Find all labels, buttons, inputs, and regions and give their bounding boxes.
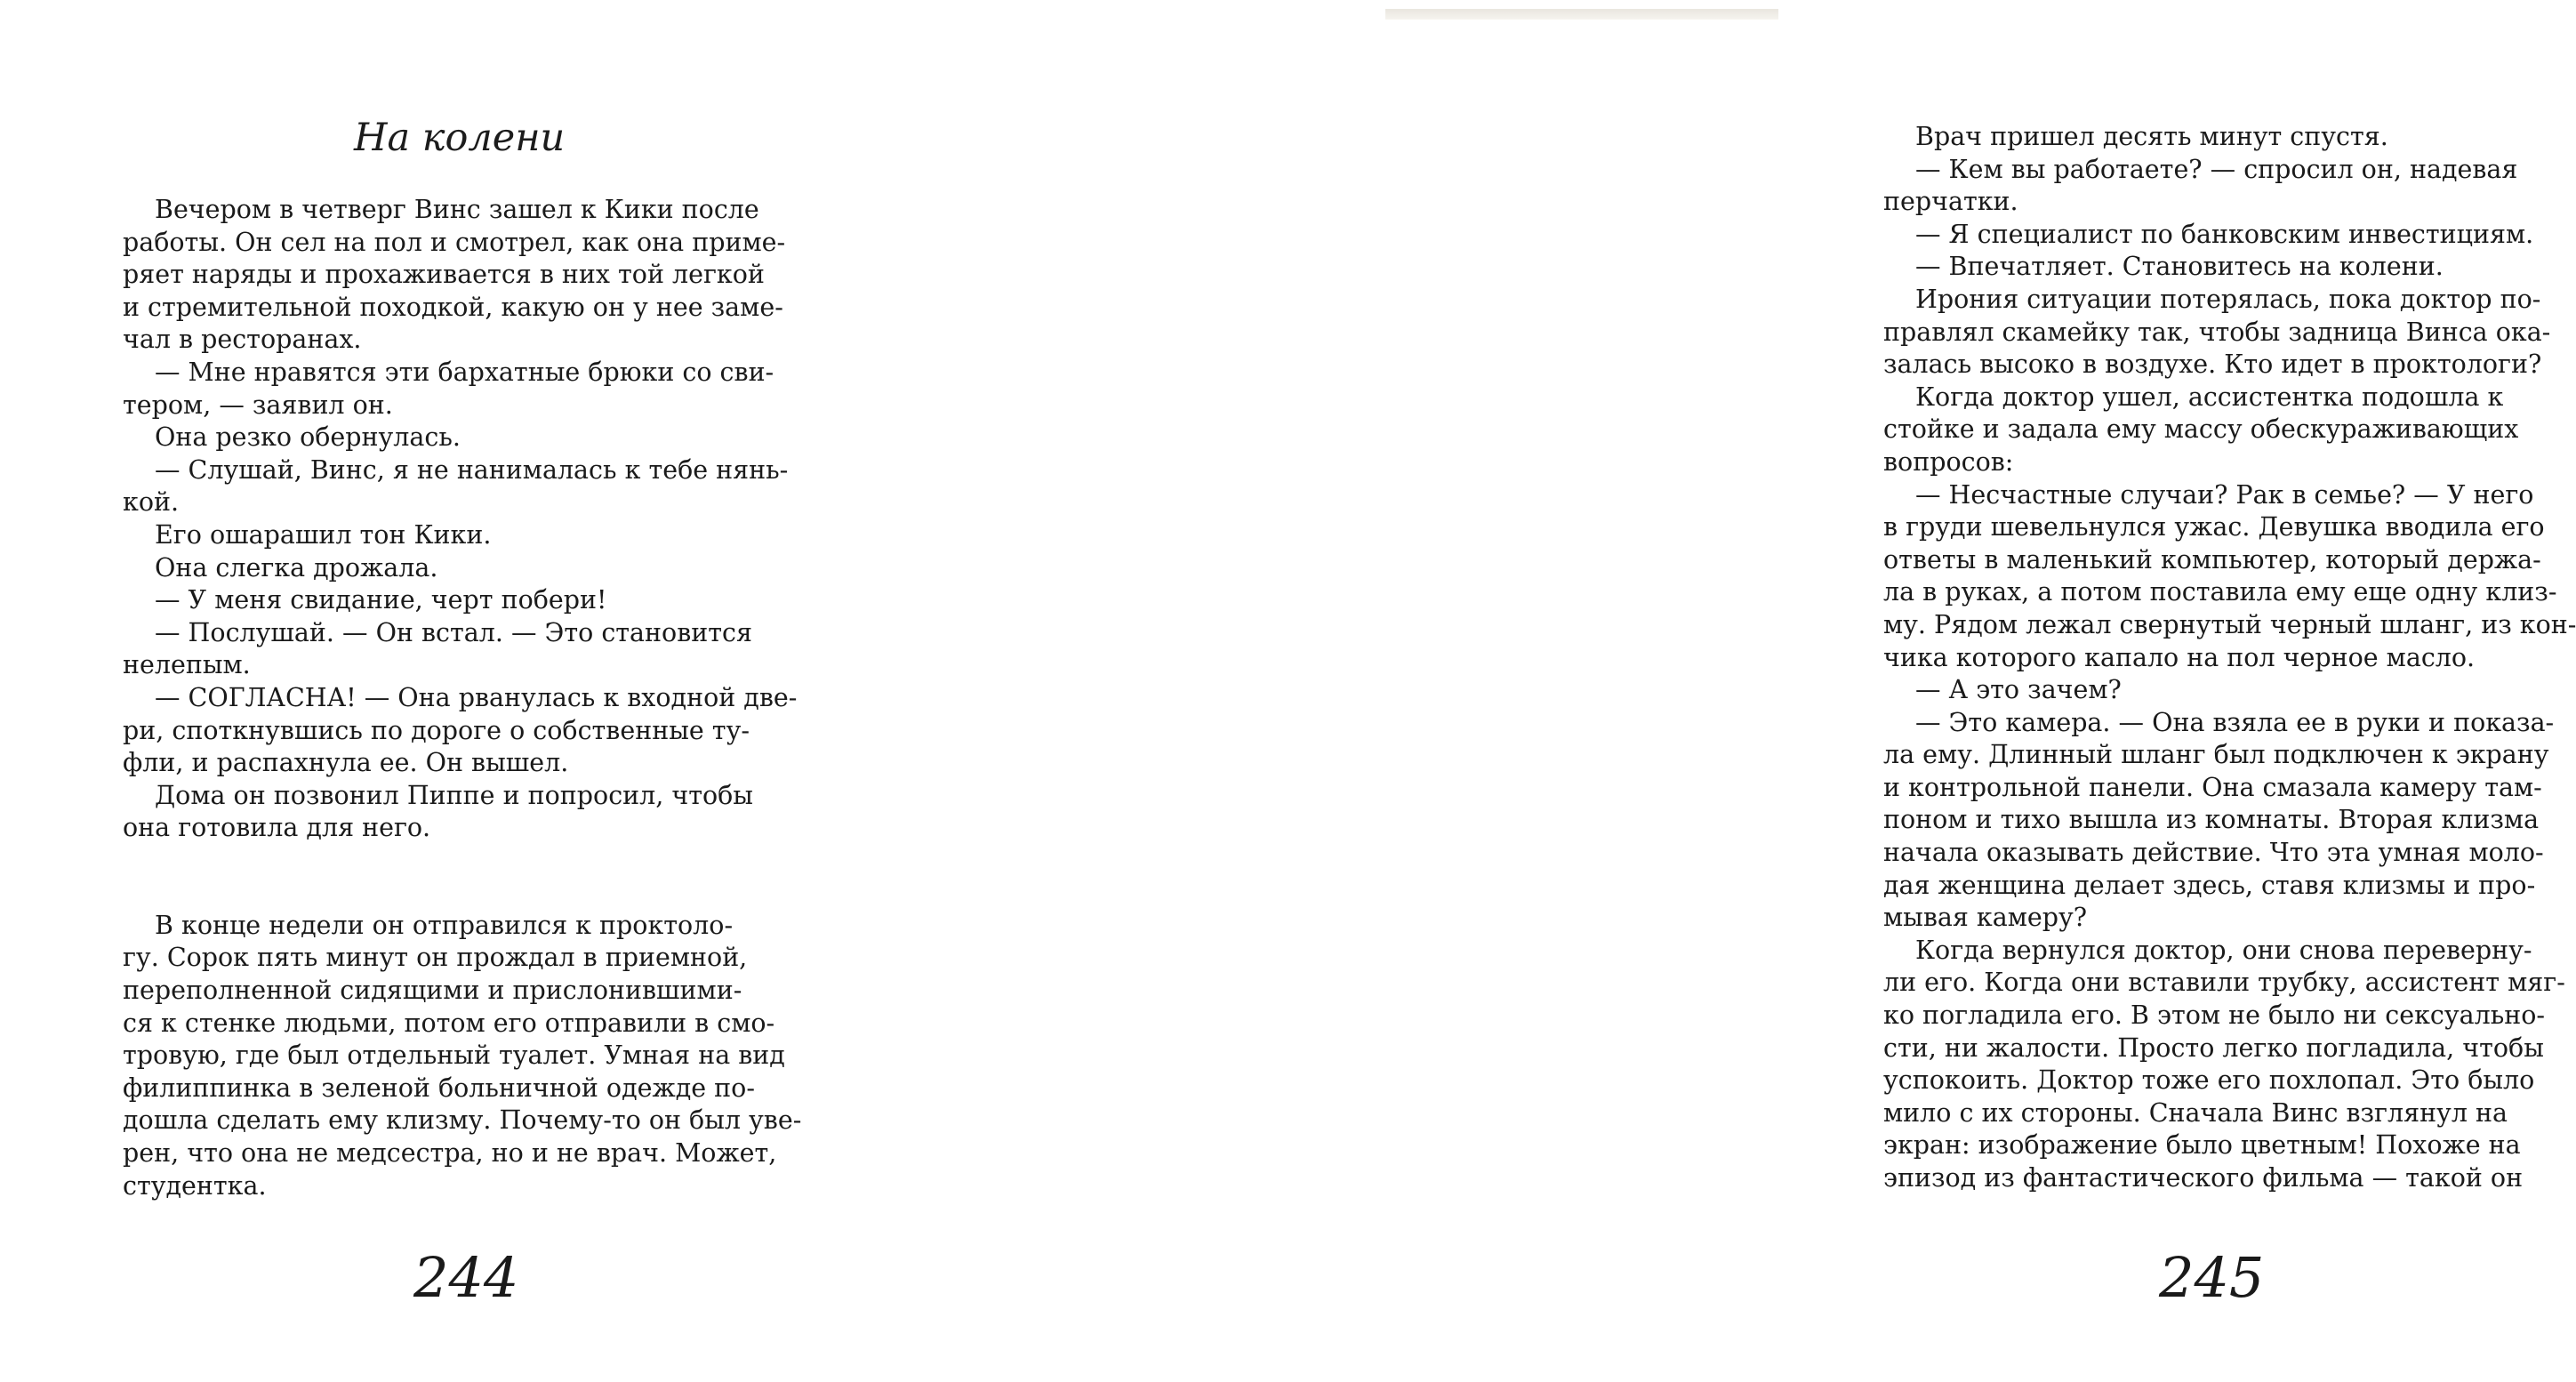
text-line: чал в ресторанах. (123, 325, 362, 355)
text-line: тровую, где был отдельный туалет. Умная на вид (123, 1041, 785, 1071)
text-line: работы. Он сел на пол и смотрел, как она приме- (123, 227, 786, 257)
page-edge-shadow (1385, 9, 1778, 20)
text-line: — А это зачем? (1915, 675, 2122, 705)
text-line: она готовила для него. (123, 813, 431, 843)
text-line: и стремительной походкой, какую он у нее заме- (123, 292, 783, 322)
text-line: — У меня свидание, черт побери! (155, 585, 607, 615)
text-line: — Впечатляет. Становитесь на колени. (1915, 252, 2444, 282)
text-line: фли, и распахнула ее. Он вышел. (123, 748, 569, 778)
text-line: начала оказывать действие. Что эта умная моло- (1883, 838, 2544, 868)
text-line: дая женщина делает здесь, ставя клизмы и про- (1883, 870, 2536, 900)
text-line: и контрольной панели. Она смазала камеру там- (1883, 772, 2542, 802)
text-line: мило с их стороны. Сначала Винс взглянул на (1883, 1097, 2508, 1128)
text-line: — Несчастные случаи? Рак в семье? — У него (1915, 479, 2534, 510)
text-line: Она слегка дрожала. (155, 552, 438, 583)
text-line: ла в руках, а потом поставила ему еще одну клиз- (1883, 577, 2557, 607)
text-line: успокоить. Доктор тоже его похлопал. Это было (1883, 1065, 2535, 1096)
page-number: 244 (413, 1245, 519, 1310)
text-line: экран: изображение было цветным! Похоже на (1883, 1130, 2521, 1161)
text-line: Дома он позвонил Пиппе и попросил, чтобы (155, 780, 753, 810)
text-line: Врач пришел десять минут спустя. (1915, 122, 2388, 151)
text-line: ответы в маленький компьютер, который держа- (1883, 544, 2541, 574)
text-line: Когда вернулся доктор, они снова переверну- (1915, 935, 2532, 965)
left-page (0, 0, 889, 1382)
chapter-title: На колени (354, 116, 566, 160)
page-number: 245 (2159, 1245, 2265, 1310)
right-page-text (1883, 121, 2576, 1195)
text-line: му. Рядом лежал свернутый черный шланг, из кон- (1883, 609, 2576, 639)
text-line: мывая камеру? (1883, 903, 2088, 933)
text-line: ла ему. Длинный шланг был подключен к экрану (1883, 740, 2549, 770)
text-line: студентка. (123, 1170, 267, 1201)
text-line: перчатки. (1883, 187, 2018, 217)
text-line: сти, ни жалости. Просто легко погладила, чтобы (1883, 1032, 2544, 1063)
text-line: ко погладила его. В этом не было ни сексуально- (1883, 1000, 2546, 1031)
text-line: ри, споткнувшись по дороге о собственные ту- (123, 715, 750, 745)
text-line: залась высоко в воздухе. Кто идет в проктологи? (1883, 350, 2542, 380)
text-line: — Мне нравятся эти бархатные брюки со сви- (155, 357, 774, 387)
text-line: ряет наряды и прохаживается в них той легкой (123, 260, 765, 290)
text-line: в груди шевельнулся ужас. Девушка вводила его (1883, 512, 2545, 542)
text-line: — Я специалист по банковским инвестициям. (1915, 219, 2534, 249)
text-line: гу. Сорок пять минут он прождал в приемной, (123, 943, 748, 973)
text-line: Когда доктор ушел, ассистентка подошла к (1915, 382, 2504, 412)
text-line: вопросов: (1883, 446, 2014, 477)
text-line: эпизод из фантастического фильма — такой он (1883, 1163, 2524, 1193)
text-line: — Послушай. — Он встал. — Это становится (155, 617, 752, 647)
text-line: филиппинка в зеленой больничной одежде по- (123, 1073, 755, 1103)
text-line: переполненной сидящими и прислонившими- (123, 976, 742, 1006)
text-line: — Кем вы работаете? — спросил он, надевая (1915, 154, 2518, 184)
text-line: стойке и задала ему массу обескураживающих (1883, 414, 2519, 445)
text-line: нелепым. (123, 650, 251, 680)
text-line: Ирония ситуации потерялась, пока доктор по- (1915, 284, 2541, 314)
text-line: поном и тихо вышла из комнаты. Вторая клизма (1883, 805, 2540, 835)
text-line: тером, — заявил он. (123, 390, 393, 420)
text-line: кой. (123, 487, 180, 518)
text-line: — СОГЛАСНА! — Она рванулась к входной две- (155, 682, 798, 712)
text-line: дошла сделать ему клизму. Почему-то он был уве- (123, 1105, 802, 1136)
right-page (889, 0, 2576, 1382)
text-line: Она резко обернулась. (155, 422, 461, 453)
text-line: Его ошарашил тон Кики. (155, 519, 492, 550)
text-line: чика которого капало на пол черное масло. (1883, 642, 2476, 672)
text-line: ли его. Когда они вставили трубку, ассистент мяг- (1883, 968, 2565, 998)
text-line: В конце недели он отправился к проктоло- (155, 910, 734, 940)
text-line: рен, что она не медсестра, но и не врач. Может, (123, 1138, 777, 1169)
text-line: — Слушай, Винс, я не нанималась к тебе нянь- (155, 454, 789, 485)
text-line: Вечером в четверг Винс зашел к Кики после (155, 195, 759, 224)
text-line: правлял скамейку так, чтобы задница Винса ока- (1883, 317, 2551, 347)
left-page-text (123, 194, 802, 1202)
text-line: — Это камера. — Она взяла ее в руки и показа- (1915, 707, 2555, 737)
text-line: ся к стенке людьми, потом его отправили в смо- (123, 1008, 775, 1038)
